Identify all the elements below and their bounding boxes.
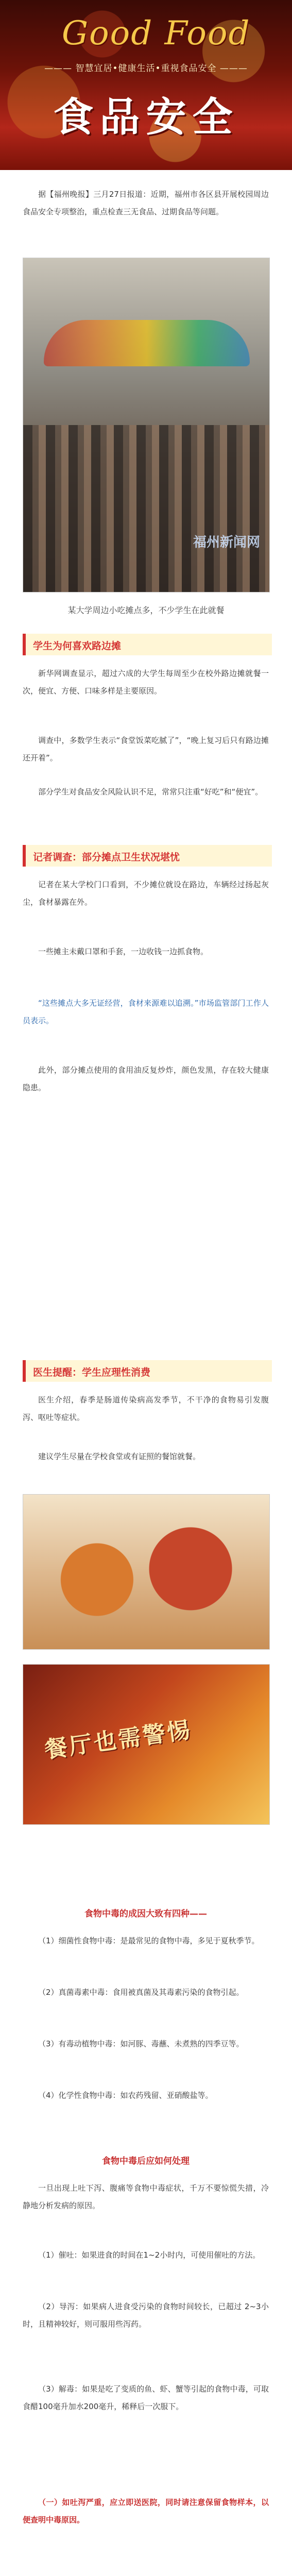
photo-text: 餐厅也需警惕 xyxy=(43,1717,194,1764)
section-heading-text: 学生为何喜欢路边摊 xyxy=(33,640,122,652)
section-heading: 食物中毒的成因大致有四种—— xyxy=(84,1909,207,1919)
paragraph: 医生介绍，春季是肠道传染病高发季节，不干净的食物易引发腹泻、呕吐等症状。 xyxy=(23,1395,269,1422)
page-title: 食品安全 xyxy=(53,94,239,141)
paragraph: 建议学生尽量在学校食堂或有证照的餐馆就餐。 xyxy=(38,1452,201,1461)
paragraph: 调查中，多数学生表示“食堂饭菜吃腻了”，“晚上复习后只有路边摊还开着”。 xyxy=(23,736,269,762)
paragraph: 一些摊主未戴口罩和手套，一边收钱一边抓食物。 xyxy=(38,947,209,956)
paragraph: 新华网调查显示，超过六成的大学生每周至少在校外路边摊就餐一次，便宜、方便、口味多样是主要原因。 xyxy=(23,669,269,696)
paragraph: 一旦出现上吐下泻、腹痛等食物中毒症状，千万不要惊慌失措，冷静地分析发病的原因。 xyxy=(23,2183,269,2210)
header-banner xyxy=(0,0,292,170)
section-heading-text: 记者调查：部分摊点卫生状况堪忧 xyxy=(33,852,180,863)
section-heading: 食物中毒后应如何处理 xyxy=(102,2156,190,2166)
section-heading xyxy=(23,634,272,655)
paragraph: （3）有毒动植物中毒：如河豚、毒蘸、未煮熟的四季豆等。 xyxy=(38,2039,244,2048)
paragraph: （1）细菌性食物中毒：是最常见的食物中毒，多见于夏秋季节。 xyxy=(38,1936,260,1945)
quote-paragraph: “这些摊点大多无证经营，食材来源难以追溯。”市场监管部门工作人员表示。 xyxy=(23,998,269,1025)
street-stall-photo xyxy=(23,258,270,592)
paragraph: 此外，部分摊点使用的食用油反复炒炸，颜色发黑，存在较大健康隐患。 xyxy=(23,1065,269,1092)
paragraph: （3）解毒：如果是吃了变质的鱼、虾、蟹等引起的食物中毒，可取食醋100毫升加水200毫升，稀释后一次服下。 xyxy=(23,2384,269,2411)
restaurant-photo xyxy=(23,1664,270,1825)
umbrella-shapes xyxy=(44,320,250,366)
intro-paragraph: 据【福州晚报】三月27日报道：近期，福州市各区县开展校园周边食品安全专项整治，重点检查三无食品、过期食品等问题。 xyxy=(23,190,269,216)
section-heading xyxy=(23,1360,272,1382)
paragraph: 部分学生对食品安全风险认识不足，常常只注重“好吃”和“便宜”。 xyxy=(38,787,263,796)
warning-paragraph: （一）如吐泻严重，应立即送医院，同时请注意保留食物样本，以便查明中毒原因。 xyxy=(23,2498,269,2524)
section-heading xyxy=(23,845,272,867)
food-photo xyxy=(23,1494,270,1650)
paragraph: （2）导泻：如果病人进食受污染的食物时间较长，已超过 2~3小时，且精神较好，则可服用些泻药。 xyxy=(23,2302,269,2329)
photo-watermark-text: 福州新闻网 xyxy=(193,535,260,550)
good-food-logo: Good Food xyxy=(62,14,251,53)
watermark xyxy=(193,532,260,551)
paragraph: （4）化学性食物中毒：如农药残留、亚硝酸盐等。 xyxy=(38,2091,213,2100)
photo-caption: 某大学周边小吃摊点多，不少学生在此就餐 xyxy=(67,605,225,615)
paragraph: （1）催吐：如果进食的时间在1~2小时内，可使用催吐的方法。 xyxy=(38,2250,261,2260)
banner-subtitle: ——— 智慧宜居•健康生活•重视食品安全 ——— xyxy=(44,63,248,74)
crowd-shapes xyxy=(23,425,269,592)
paragraph: （2）真菌毒素中毒：食用被真菌及其毒素污染的食物引起。 xyxy=(38,1988,244,1997)
section-heading-text: 医生提醒：学生应理性消费 xyxy=(33,1367,151,1378)
paragraph: 记者在某大学校门口看到，不少摊位就设在路边，车辆经过扬起灰尘，食材暴露在外。 xyxy=(23,880,269,907)
